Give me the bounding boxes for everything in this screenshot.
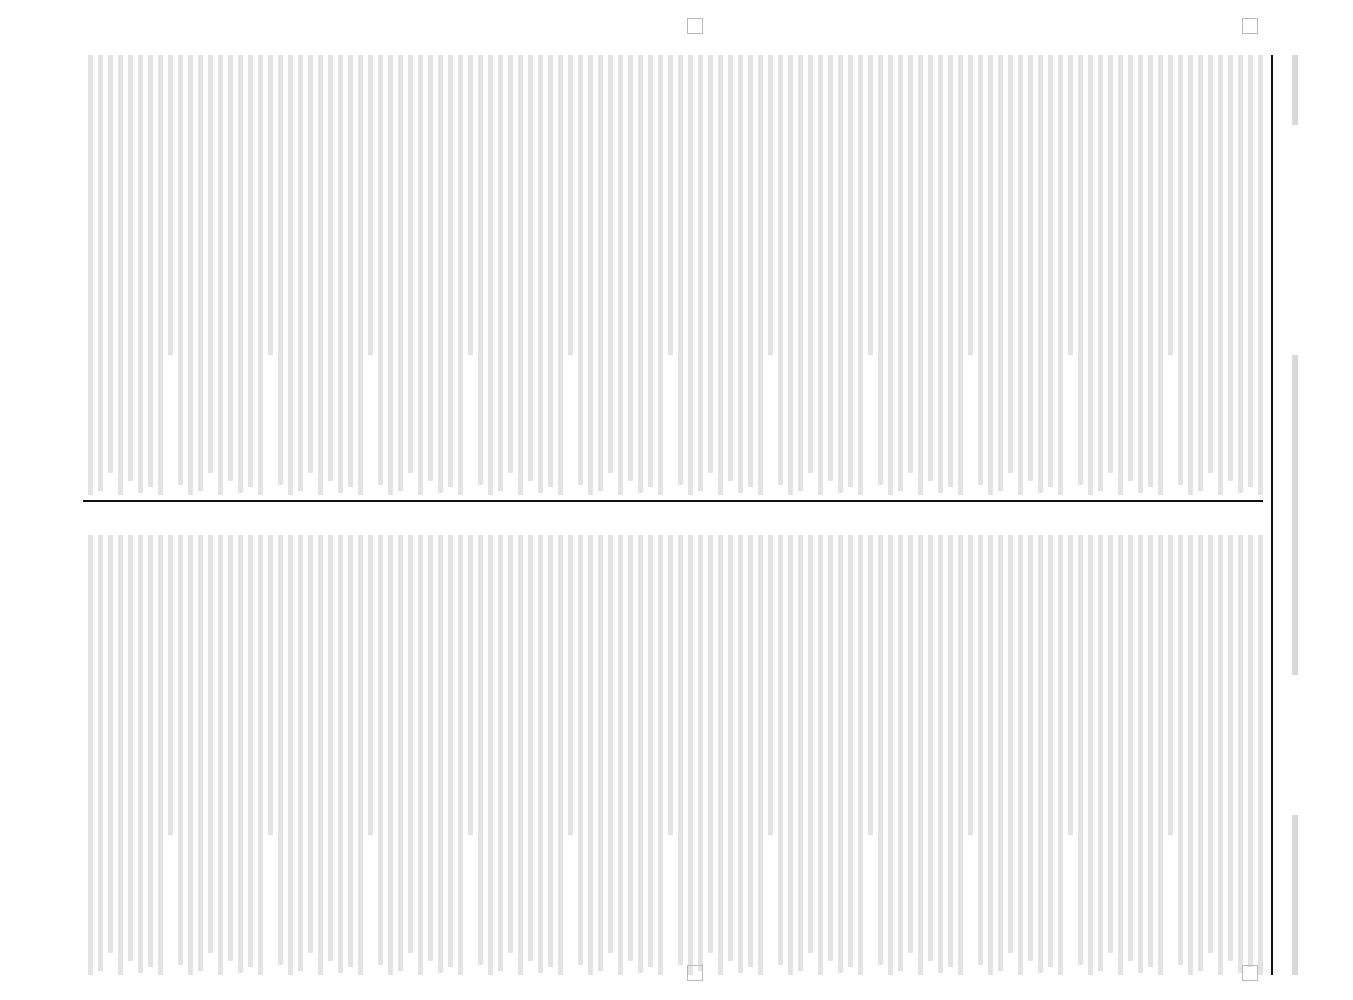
- text-line-placeholder: [788, 535, 793, 975]
- text-line-placeholder: [848, 55, 853, 487]
- text-line-placeholder: [928, 55, 933, 481]
- text-line-placeholder: [98, 55, 103, 491]
- text-line-placeholder: [298, 535, 303, 971]
- text-line-placeholder: [528, 55, 533, 481]
- text-line-placeholder: [238, 535, 243, 973]
- text-line-placeholder: [538, 55, 543, 493]
- text-line-placeholder: [878, 55, 883, 485]
- text-line-placeholder: [668, 535, 673, 835]
- text-line-placeholder: [388, 55, 393, 495]
- header-placeholder: [1292, 355, 1298, 675]
- text-line-placeholder: [998, 55, 1003, 491]
- text-line-placeholder: [458, 55, 463, 495]
- text-line-placeholder: [1048, 535, 1053, 967]
- column-divider: [83, 500, 1263, 502]
- text-line-placeholder: [418, 535, 423, 975]
- text-line-placeholder: [458, 535, 463, 975]
- text-line-placeholder: [568, 55, 573, 355]
- text-line-placeholder: [508, 55, 513, 473]
- text-line-placeholder: [1218, 535, 1223, 975]
- text-line-placeholder: [468, 55, 473, 355]
- text-line-placeholder: [828, 55, 833, 481]
- text-line-placeholder: [128, 55, 133, 481]
- text-line-placeholder: [838, 535, 843, 973]
- text-line-placeholder: [508, 535, 513, 953]
- text-line-placeholder: [358, 535, 363, 975]
- text-line-placeholder: [738, 55, 743, 493]
- text-line-placeholder: [688, 55, 693, 495]
- text-line-placeholder: [368, 55, 373, 355]
- text-line-placeholder: [1158, 55, 1163, 495]
- text-line-placeholder: [1108, 535, 1113, 953]
- text-line-placeholder: [1038, 55, 1043, 493]
- text-line-placeholder: [628, 55, 633, 481]
- text-line-placeholder: [438, 535, 443, 973]
- text-line-placeholder: [948, 55, 953, 487]
- text-line-placeholder: [178, 55, 183, 485]
- text-line-placeholder: [1188, 535, 1193, 975]
- text-line-placeholder: [588, 535, 593, 975]
- text-line-placeholder: [318, 535, 323, 975]
- text-line-placeholder: [1048, 55, 1053, 487]
- text-line-placeholder: [228, 55, 233, 481]
- text-line-placeholder: [478, 535, 483, 965]
- text-line-placeholder: [288, 535, 293, 975]
- text-line-placeholder: [858, 55, 863, 495]
- text-line-placeholder: [348, 535, 353, 967]
- text-line-placeholder: [748, 55, 753, 487]
- text-line-placeholder: [1078, 55, 1083, 485]
- text-line-placeholder: [118, 535, 123, 975]
- text-line-placeholder: [918, 55, 923, 495]
- text-line-placeholder: [1218, 55, 1223, 495]
- text-line-placeholder: [638, 535, 643, 973]
- text-line-placeholder: [1098, 535, 1103, 971]
- text-line-placeholder: [588, 55, 593, 495]
- text-line-placeholder: [1068, 55, 1073, 355]
- text-line-placeholder: [168, 55, 173, 355]
- text-line-placeholder: [278, 55, 283, 485]
- text-line-placeholder: [518, 55, 523, 495]
- text-line-placeholder: [1028, 535, 1033, 961]
- text-line-placeholder: [398, 535, 403, 971]
- header-placeholder: [1292, 815, 1298, 975]
- text-line-placeholder: [438, 55, 443, 493]
- text-line-placeholder: [498, 55, 503, 491]
- text-line-placeholder: [168, 535, 173, 835]
- text-line-placeholder: [878, 535, 883, 965]
- text-line-placeholder: [818, 535, 823, 975]
- text-line-placeholder: [988, 535, 993, 975]
- text-line-placeholder: [1108, 55, 1113, 473]
- text-line-placeholder: [148, 535, 153, 967]
- text-column-left: [83, 55, 1263, 495]
- text-line-placeholder: [448, 535, 453, 967]
- text-line-placeholder: [1178, 535, 1183, 965]
- text-line-placeholder: [1228, 535, 1233, 961]
- text-line-placeholder: [518, 535, 523, 975]
- header-placeholder: [1292, 55, 1298, 125]
- text-line-placeholder: [648, 55, 653, 487]
- text-line-placeholder: [948, 535, 953, 967]
- text-line-placeholder: [938, 535, 943, 973]
- text-line-placeholder: [808, 535, 813, 953]
- text-line-placeholder: [208, 535, 213, 953]
- text-line-placeholder: [658, 535, 663, 975]
- text-line-placeholder: [1018, 55, 1023, 495]
- text-line-placeholder: [748, 535, 753, 967]
- text-line-placeholder: [378, 55, 383, 485]
- text-line-placeholder: [158, 55, 163, 495]
- text-line-placeholder: [708, 535, 713, 953]
- text-line-placeholder: [848, 535, 853, 967]
- text-line-placeholder: [158, 535, 163, 975]
- text-line-placeholder: [758, 535, 763, 975]
- text-line-placeholder: [328, 535, 333, 961]
- text-line-placeholder: [148, 55, 153, 487]
- text-line-placeholder: [668, 55, 673, 355]
- text-line-placeholder: [218, 535, 223, 975]
- text-line-placeholder: [1038, 535, 1043, 973]
- text-line-placeholder: [898, 55, 903, 491]
- text-line-placeholder: [1018, 535, 1023, 975]
- text-line-placeholder: [598, 535, 603, 971]
- text-line-placeholder: [868, 55, 873, 355]
- text-line-placeholder: [428, 55, 433, 481]
- margin-marker: [687, 18, 703, 34]
- text-line-placeholder: [928, 535, 933, 961]
- text-line-placeholder: [868, 535, 873, 835]
- text-line-placeholder: [958, 55, 963, 495]
- text-line-placeholder: [698, 55, 703, 491]
- text-line-placeholder: [218, 55, 223, 495]
- text-line-placeholder: [738, 535, 743, 973]
- text-line-placeholder: [418, 55, 423, 495]
- text-line-placeholder: [1168, 535, 1173, 835]
- text-line-placeholder: [288, 55, 293, 495]
- text-line-placeholder: [818, 55, 823, 495]
- text-line-placeholder: [638, 55, 643, 493]
- text-line-placeholder: [1058, 535, 1063, 975]
- text-line-placeholder: [648, 535, 653, 967]
- text-line-placeholder: [1248, 535, 1253, 967]
- text-line-placeholder: [228, 535, 233, 961]
- header-rule: [1271, 55, 1273, 975]
- text-line-placeholder: [248, 55, 253, 487]
- text-line-placeholder: [658, 55, 663, 495]
- text-line-placeholder: [338, 55, 343, 493]
- text-line-placeholder: [788, 55, 793, 495]
- text-line-placeholder: [838, 55, 843, 493]
- text-line-placeholder: [248, 535, 253, 967]
- text-line-placeholder: [698, 535, 703, 971]
- text-line-placeholder: [778, 55, 783, 485]
- page-header: [1282, 55, 1308, 975]
- text-line-placeholder: [798, 55, 803, 491]
- text-line-placeholder: [258, 55, 263, 495]
- text-line-placeholder: [1098, 55, 1103, 491]
- text-line-placeholder: [358, 55, 363, 495]
- text-line-placeholder: [258, 535, 263, 975]
- text-line-placeholder: [608, 535, 613, 953]
- text-line-placeholder: [1188, 55, 1193, 495]
- text-line-placeholder: [108, 55, 113, 473]
- text-line-placeholder: [498, 535, 503, 971]
- text-line-placeholder: [1158, 535, 1163, 975]
- text-line-placeholder: [488, 55, 493, 495]
- text-line-placeholder: [1168, 55, 1173, 355]
- text-line-placeholder: [778, 535, 783, 965]
- text-line-placeholder: [568, 535, 573, 835]
- text-line-placeholder: [1138, 535, 1143, 973]
- text-line-placeholder: [978, 55, 983, 485]
- text-line-placeholder: [188, 535, 193, 975]
- text-line-placeholder: [88, 535, 93, 975]
- text-line-placeholder: [1238, 55, 1243, 493]
- text-line-placeholder: [718, 55, 723, 495]
- text-line-placeholder: [268, 55, 273, 355]
- text-line-placeholder: [548, 535, 553, 967]
- text-line-placeholder: [1008, 55, 1013, 473]
- text-line-placeholder: [558, 55, 563, 495]
- text-line-placeholder: [1128, 55, 1133, 481]
- text-line-placeholder: [1008, 535, 1013, 953]
- text-line-placeholder: [488, 535, 493, 975]
- margin-marker: [1242, 18, 1258, 34]
- text-line-placeholder: [858, 535, 863, 975]
- text-line-placeholder: [1208, 55, 1213, 473]
- text-line-placeholder: [388, 535, 393, 975]
- text-line-placeholder: [598, 55, 603, 491]
- text-line-placeholder: [908, 535, 913, 953]
- text-line-placeholder: [1228, 55, 1233, 481]
- text-line-placeholder: [988, 55, 993, 495]
- text-line-placeholder: [758, 55, 763, 495]
- text-line-placeholder: [828, 535, 833, 961]
- text-line-placeholder: [278, 535, 283, 965]
- text-line-placeholder: [1118, 535, 1123, 975]
- text-line-placeholder: [328, 55, 333, 481]
- text-line-placeholder: [1138, 55, 1143, 493]
- text-line-placeholder: [888, 535, 893, 975]
- text-line-placeholder: [628, 535, 633, 961]
- text-line-placeholder: [528, 535, 533, 961]
- text-line-placeholder: [1058, 55, 1063, 495]
- text-line-placeholder: [938, 55, 943, 493]
- text-line-placeholder: [478, 55, 483, 485]
- text-line-placeholder: [268, 535, 273, 835]
- text-line-placeholder: [138, 535, 143, 973]
- text-line-placeholder: [348, 55, 353, 487]
- text-line-placeholder: [768, 55, 773, 355]
- text-line-placeholder: [558, 535, 563, 975]
- text-line-placeholder: [1258, 535, 1263, 975]
- text-line-placeholder: [1178, 55, 1183, 485]
- text-line-placeholder: [1088, 535, 1093, 975]
- text-line-placeholder: [208, 55, 213, 473]
- text-line-placeholder: [88, 55, 93, 495]
- text-line-placeholder: [1148, 535, 1153, 967]
- text-line-placeholder: [1078, 535, 1083, 965]
- text-line-placeholder: [1068, 535, 1073, 835]
- text-line-placeholder: [338, 535, 343, 973]
- text-line-placeholder: [918, 535, 923, 975]
- text-line-placeholder: [718, 535, 723, 975]
- text-line-placeholder: [798, 535, 803, 971]
- text-line-placeholder: [578, 55, 583, 485]
- text-line-placeholder: [368, 535, 373, 835]
- text-line-placeholder: [728, 55, 733, 481]
- text-line-placeholder: [238, 55, 243, 493]
- text-line-placeholder: [378, 535, 383, 965]
- text-line-placeholder: [1088, 55, 1093, 495]
- text-line-placeholder: [298, 55, 303, 491]
- text-line-placeholder: [138, 55, 143, 493]
- text-line-placeholder: [608, 55, 613, 473]
- text-line-placeholder: [678, 535, 683, 965]
- text-line-placeholder: [538, 535, 543, 973]
- text-line-placeholder: [1198, 55, 1203, 491]
- text-line-placeholder: [308, 55, 313, 473]
- text-line-placeholder: [618, 55, 623, 495]
- text-line-placeholder: [618, 535, 623, 975]
- text-line-placeholder: [968, 55, 973, 355]
- text-line-placeholder: [398, 55, 403, 491]
- text-line-placeholder: [448, 55, 453, 487]
- text-line-placeholder: [578, 535, 583, 965]
- text-line-placeholder: [888, 55, 893, 495]
- text-column-right: [83, 535, 1263, 975]
- text-line-placeholder: [898, 535, 903, 971]
- text-line-placeholder: [118, 55, 123, 495]
- text-line-placeholder: [688, 535, 693, 975]
- text-line-placeholder: [1248, 55, 1253, 487]
- text-line-placeholder: [428, 535, 433, 961]
- text-line-placeholder: [1128, 535, 1133, 961]
- text-line-placeholder: [1198, 535, 1203, 971]
- text-line-placeholder: [548, 55, 553, 487]
- text-line-placeholder: [768, 535, 773, 835]
- text-line-placeholder: [108, 535, 113, 953]
- text-line-placeholder: [1028, 55, 1033, 481]
- text-line-placeholder: [708, 55, 713, 473]
- text-line-placeholder: [728, 535, 733, 961]
- text-line-placeholder: [98, 535, 103, 971]
- text-line-placeholder: [908, 55, 913, 473]
- text-line-placeholder: [1148, 55, 1153, 487]
- text-line-placeholder: [198, 535, 203, 971]
- text-line-placeholder: [198, 55, 203, 491]
- text-line-placeholder: [178, 535, 183, 965]
- text-line-placeholder: [1238, 535, 1243, 973]
- margin-marker: [1242, 965, 1258, 981]
- text-line-placeholder: [188, 55, 193, 495]
- text-line-placeholder: [1118, 55, 1123, 495]
- text-line-placeholder: [128, 535, 133, 961]
- text-line-placeholder: [468, 535, 473, 835]
- text-line-placeholder: [678, 55, 683, 485]
- text-line-placeholder: [968, 535, 973, 835]
- text-line-placeholder: [318, 55, 323, 495]
- text-line-placeholder: [408, 535, 413, 953]
- text-line-placeholder: [1208, 535, 1213, 953]
- text-line-placeholder: [808, 55, 813, 473]
- text-line-placeholder: [308, 535, 313, 953]
- text-line-placeholder: [978, 535, 983, 965]
- text-line-placeholder: [958, 535, 963, 975]
- margin-marker: [687, 965, 703, 981]
- text-line-placeholder: [1258, 55, 1263, 495]
- text-line-placeholder: [998, 535, 1003, 971]
- text-line-placeholder: [408, 55, 413, 473]
